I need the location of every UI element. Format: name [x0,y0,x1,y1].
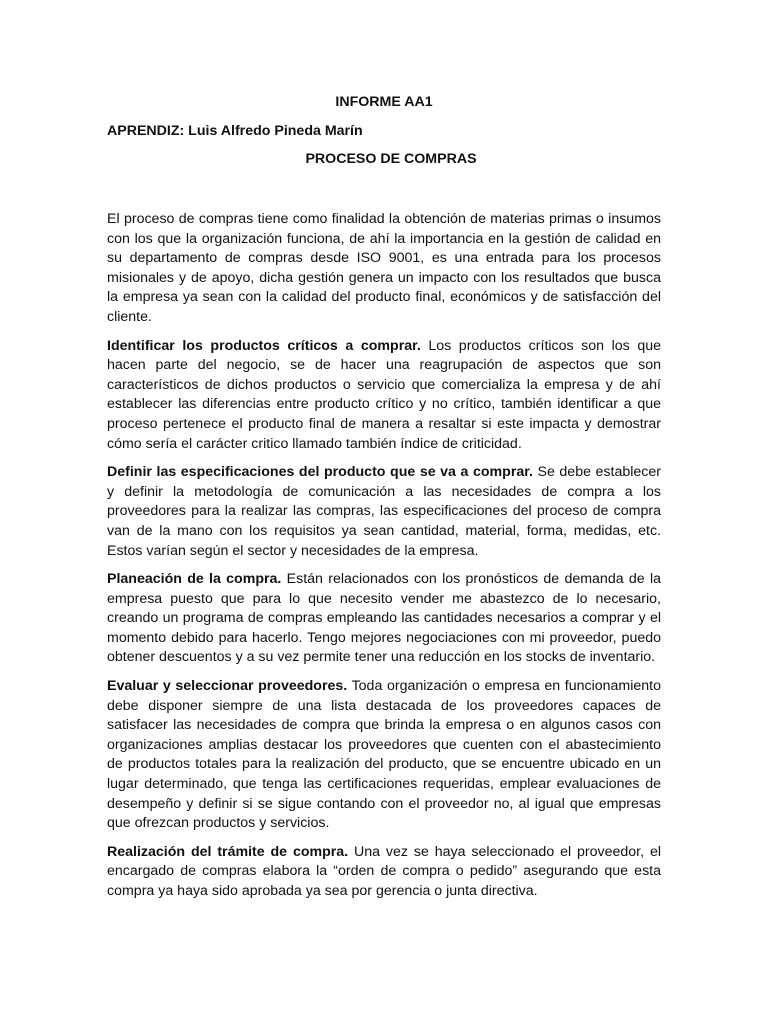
section-heading: Identificar los productos críticos a comprar. [107,337,421,354]
section-text: Toda organización o empresa en funcionamiento debe disponer siempre de una lista destacada de los proveedores capaces de satisfacer las necesidades de compra que brinda la empresa o en algunos casos con organizaciones amplias destacar los proveedores que cuenten con el abastecimiento de productos totales para la realización del producto, que se encuentre ubicado en un lugar determinado, que tenga las certificaciones requeridas, emplear evaluaciones de desempeño y definir si se sigue contando con el proveedor no, al igual que empresas que ofrezcan productos y servicios. [107,678,661,832]
section-realizacion [107,843,661,902]
section-text: Están relacionados con los pronósticos de demanda de la empresa puesto que para lo que necesito vender me abastezco de lo necesario, creando un programa de compras empleando las cantidades necesarios a comprar y el momento debido para hacerlo. Tengo mejores negociaciones con mi proveedor, puedo obtener descuentos y a su vez permite tener una reducción en los stocks de inventario. [107,571,662,666]
section-planeacion [107,570,661,668]
section-identificar [107,337,661,455]
section-evaluar [107,677,661,834]
document-body [107,210,661,911]
intro-paragraph: El proceso de compras tiene como finalidad la obtención de materias primas o insumos con los que la organización funciona, de ahí la importancia en la gestión de calidad en su departamento de compras desde ISO 9001, es una entrada para los procesos misionales y de apoyo, dicha gestión genera un impacto con los resultados que busca la empresa ya sean con la calidad del producto final, económicos y de satisfacción del cliente. [107,211,661,325]
section-definir [107,463,661,561]
apprentice-line: APRENDIZ: Luis Alfredo Pineda Marín [107,123,363,139]
section-heading: Definir las especificaciones del producto que se va a comprar. [107,464,533,481]
section-text: Una vez se haya seleccionado el proveedor, el encargado de compras elabora la “orden de compra o pedido” asegurando que esta compra ya haya sido aprobada ya sea por gerencia o junta directiva. [107,843,661,899]
document-title: INFORME AA1 [335,94,433,110]
section-text: Se debe establecer y definir la metodología de comunicación a las necesidades de compra a los proveedores para la realizar las compras, las especificaciones del proceso de compra van de la mano con los requisitos ya sean cantidad, material, forma, medidas, etc. Estos varían según el sector y necesidades de la empresa. [107,464,662,559]
section-heading: Planeación de la compra. [107,571,282,588]
section-heading: Realización del trámite de compra. [107,843,349,860]
document-subtitle: PROCESO DE COMPRAS [305,151,477,167]
section-text: Los productos críticos son los que hacen parte del negocio, se de hacer una reagrupación de aspectos que son característicos de dichos productos o servicio que comercializa la empresa y de ahí establecer las diferencias entre producto crítico y no crítico, también identificar a que proceso pertenece el producto final de manera a resaltar si este impacta y demostrar cómo sería el carácter critico llamado también índice de criticidad. [107,337,661,452]
section-heading: Evaluar y seleccionar proveedores. [107,678,348,695]
